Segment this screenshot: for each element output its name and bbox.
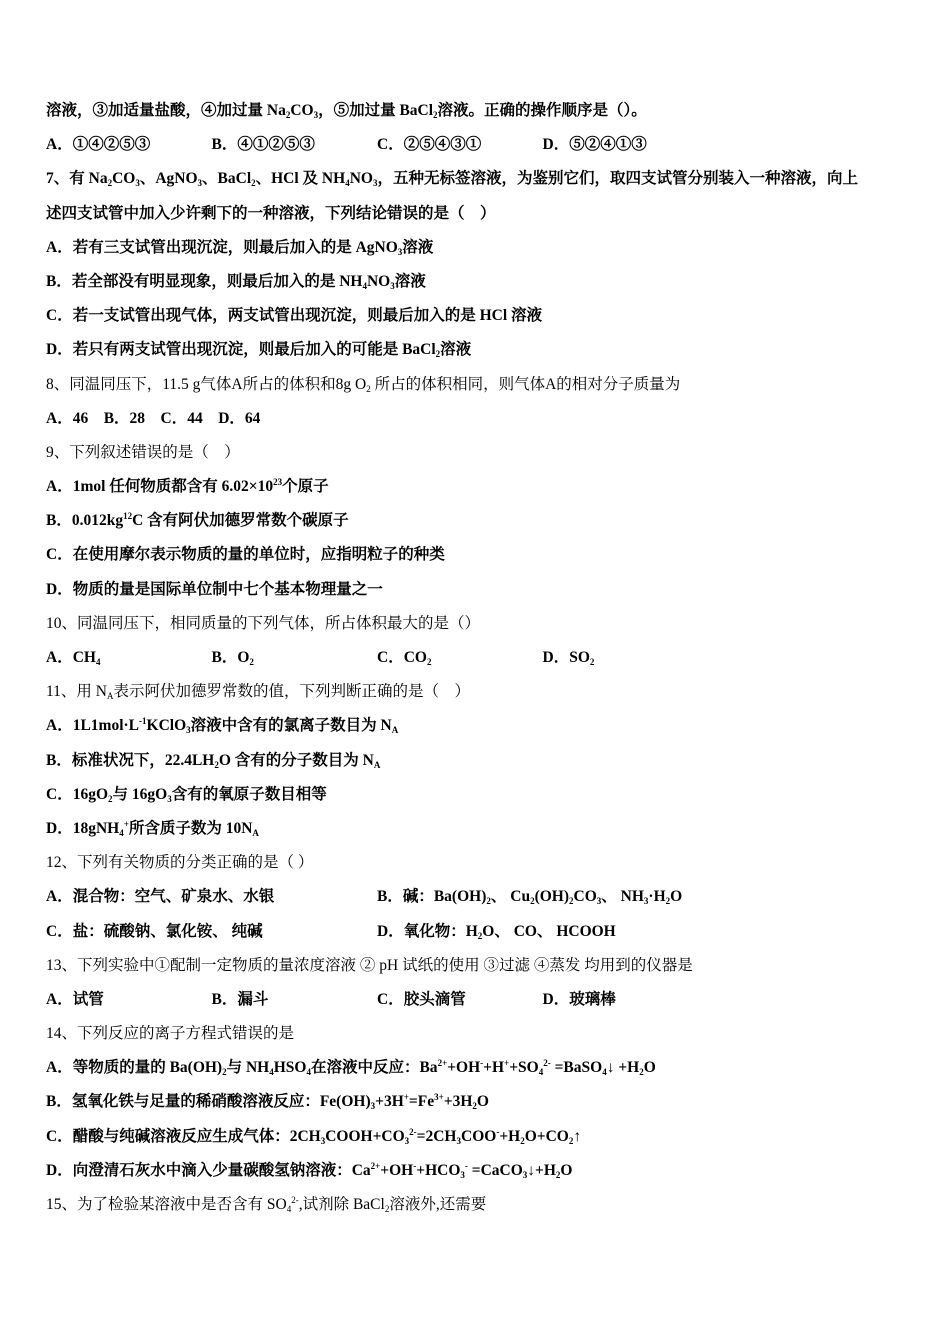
text-run: A．46 B．28 C．44 D．64 xyxy=(46,409,261,427)
answer-option xyxy=(46,641,212,675)
text-run: A．等物质的量的 Ba(OH) xyxy=(46,1059,223,1077)
text-run: O 含有的分子数目为 N xyxy=(218,751,374,769)
text-run: +H xyxy=(499,1127,521,1145)
text-run: +OH xyxy=(447,1059,481,1077)
text-run: +SO xyxy=(509,1059,539,1077)
option-row xyxy=(46,128,916,162)
text-run: 、 NH xyxy=(601,888,644,906)
text-run: +HCO xyxy=(416,1161,461,1179)
line-text xyxy=(46,94,647,128)
text-run: ↓ +H xyxy=(606,1059,640,1077)
text-line xyxy=(46,1188,916,1222)
subscript: A xyxy=(107,691,114,702)
text-run: ↓+H xyxy=(527,1161,556,1179)
text-run: A．混合物：空气、矿泉水、水银 xyxy=(46,888,275,906)
text-run: 10、同温同压下，相同质量的下列气体，所占体积最大的是（） xyxy=(46,614,481,632)
subscript: 3 xyxy=(522,1169,528,1180)
line-text xyxy=(46,1085,489,1119)
text-run: NO xyxy=(349,170,373,188)
text-run: 所占的体积相同，则气体A的相对分子质量为 xyxy=(370,375,681,393)
line-text xyxy=(46,709,398,743)
line-text xyxy=(46,949,693,983)
text-run: 13、下列实验中①配制一定物质的量浓度溶液 ② pH 试纸的使用 ③过滤 ④蒸发 均用到的仪器是 xyxy=(46,956,693,974)
text-run: CO xyxy=(573,888,597,906)
text-run: =CaCO xyxy=(467,1161,523,1179)
text-run: 溶液外,还需要 xyxy=(389,1196,487,1213)
subscript: 2 xyxy=(477,930,483,941)
answer-option xyxy=(377,880,708,914)
superscript: 2- xyxy=(409,1126,417,1137)
subscript: 3 xyxy=(643,896,649,907)
superscript: 2- xyxy=(291,1195,299,1205)
text-run: ,试剂除 BaCl xyxy=(298,1196,385,1213)
text-run: 15、为了检验某溶液中是否含有 SO xyxy=(46,1196,287,1213)
subscript: 2 xyxy=(366,383,371,394)
text-run: 、 Cu xyxy=(490,888,531,906)
line-text xyxy=(46,1051,656,1085)
text-run: 8、同温同压下，11.5 g气体A所占的体积和8g O xyxy=(46,375,367,393)
text-run: O xyxy=(560,1161,573,1179)
subscript: 3 xyxy=(370,1101,376,1112)
text-line xyxy=(46,607,916,641)
text-run: 溶液 xyxy=(440,341,472,359)
subscript: 3 xyxy=(460,1169,465,1180)
line-text xyxy=(46,1154,572,1188)
line-text xyxy=(46,402,260,436)
option-row xyxy=(46,983,916,1017)
line-text xyxy=(46,1188,486,1222)
subscript: A xyxy=(373,759,381,770)
text-run: CO xyxy=(112,170,136,188)
text-line xyxy=(46,1120,916,1154)
text-line xyxy=(46,504,916,538)
superscript: 23 xyxy=(273,477,283,488)
subscript: 2 xyxy=(639,1067,644,1078)
superscript: + xyxy=(403,1092,409,1103)
line-text xyxy=(46,231,433,265)
text-line xyxy=(46,231,916,265)
superscript: + xyxy=(504,1058,510,1069)
answer-option xyxy=(212,641,378,675)
subscript: 2 xyxy=(568,1135,574,1146)
text-run: B．O xyxy=(211,649,250,666)
subscript: 4 xyxy=(345,178,350,189)
text-run: D．SO xyxy=(542,649,590,666)
text-line xyxy=(46,1017,916,1051)
answer-option xyxy=(543,641,709,675)
superscript: 2- xyxy=(543,1058,551,1069)
answer-option xyxy=(212,983,378,1017)
text-run: 与 NH xyxy=(226,1059,270,1077)
subscript: 2 xyxy=(222,1067,227,1078)
line-text xyxy=(46,538,445,572)
text-line xyxy=(46,94,916,128)
subscript: 2 xyxy=(285,110,291,120)
subscript: 2 xyxy=(589,657,595,667)
option-row xyxy=(46,641,916,675)
text-run: =Fe xyxy=(408,1093,435,1111)
line-text xyxy=(46,162,858,196)
text-run: O、 CO、 HCOOH xyxy=(482,922,616,940)
subscript: 4 xyxy=(119,827,124,838)
text-run: 7、有 Na xyxy=(46,170,108,188)
subscript: 3 xyxy=(167,793,172,804)
line-text xyxy=(46,333,471,367)
text-run: B．氢氧化铁与足量的稀硝酸溶液反应：Fe(OH) xyxy=(46,1093,371,1111)
text-line xyxy=(46,162,916,196)
text-line xyxy=(46,299,916,333)
subscript: 2 xyxy=(530,896,535,907)
text-run: ，五种无标签溶液，为鉴别它们，取四支试管分别装入一种溶液，向上 xyxy=(377,170,858,188)
subscript: 4 xyxy=(538,1067,544,1078)
line-text xyxy=(46,436,240,470)
text-line xyxy=(46,368,916,402)
text-run: +OH xyxy=(380,1161,414,1179)
subscript: 3 xyxy=(372,178,378,189)
text-line xyxy=(46,573,916,607)
superscript: - xyxy=(480,1058,484,1069)
line-text xyxy=(46,812,259,846)
text-run: C．在使用摩尔表示物质的量的单位时，应指明粒子的种类 xyxy=(46,546,445,564)
superscript: 2+ xyxy=(437,1058,448,1069)
answer-option xyxy=(377,641,543,675)
subscript: 2 xyxy=(249,657,254,667)
superscript: 3+ xyxy=(434,1092,444,1103)
text-run: 、AgNO xyxy=(139,170,198,188)
text-run: B．0.012kg xyxy=(46,512,124,530)
text-line xyxy=(46,470,916,504)
text-run: CO xyxy=(290,102,314,119)
text-run: B．漏斗 xyxy=(211,990,269,1008)
answer-option xyxy=(46,128,212,162)
subscript: 2 xyxy=(426,657,432,667)
superscript: 12 xyxy=(123,511,133,522)
text-run: O xyxy=(476,1093,489,1111)
text-line xyxy=(46,709,916,743)
subscript: 4 xyxy=(286,1204,292,1214)
subscript: 2 xyxy=(665,896,671,907)
line-text xyxy=(46,197,496,231)
line-text xyxy=(46,573,383,607)
superscript: + xyxy=(123,818,129,829)
text-line xyxy=(46,197,916,231)
subscript: 2 xyxy=(384,1204,390,1214)
text-run: O xyxy=(670,888,683,906)
text-run: 11、用 N xyxy=(46,683,107,701)
text-run: =2CH xyxy=(416,1127,457,1145)
text-run: A．①④②⑤③ xyxy=(46,136,151,154)
subscript: 2 xyxy=(520,1135,525,1146)
text-run: +3H xyxy=(375,1093,404,1111)
text-line xyxy=(46,538,916,572)
text-line xyxy=(46,436,916,470)
text-run: B．④①②⑤③ xyxy=(211,136,315,154)
text-run: C．盐：硫酸钠、氯化铵、 纯碱 xyxy=(46,922,263,940)
line-text xyxy=(46,744,380,778)
line-text xyxy=(46,504,349,538)
line-text xyxy=(46,299,542,333)
subscript: 3 xyxy=(390,280,395,291)
text-run: 、HCl 及 NH xyxy=(255,170,346,188)
text-run: 溶液 xyxy=(402,238,434,256)
subscript: 4 xyxy=(95,657,101,667)
subscript: 2 xyxy=(433,110,438,120)
option-row xyxy=(46,915,916,949)
subscript: 2 xyxy=(435,349,441,360)
text-run: D．氧化物：H xyxy=(377,922,478,940)
answer-option xyxy=(46,915,377,949)
text-run: C．醋酸与纯碱溶液反应生成气体：2CH xyxy=(46,1127,321,1145)
line-text xyxy=(46,1120,581,1154)
line-text xyxy=(46,470,329,504)
text-run: 、BaCl xyxy=(202,170,252,188)
text-run: 与 16gO xyxy=(112,785,168,803)
text-run: A．1mol 任何物质都含有 6.02×10 xyxy=(46,478,274,496)
line-text xyxy=(46,846,313,880)
subscript: 2 xyxy=(107,178,113,189)
text-run: 12、下列有关物质的分类正确的是（ ） xyxy=(46,854,314,872)
text-run: HSO xyxy=(273,1059,307,1077)
text-run: D．若只有两支试管出现沉淀，则最后加入的可能是 BaCl xyxy=(46,341,436,359)
text-run: C 含有阿伏加德罗常数个碳原子 xyxy=(132,512,349,530)
subscript: 2 xyxy=(108,793,113,804)
text-run: ，⑤加过量 BaCl xyxy=(318,102,434,119)
subscript: 3 xyxy=(135,178,140,189)
line-text xyxy=(46,265,426,299)
subscript: 3 xyxy=(313,110,319,120)
text-line xyxy=(46,812,916,846)
text-line xyxy=(46,949,916,983)
text-run: B．碱：Ba(OH) xyxy=(377,888,487,906)
subscript: 3 xyxy=(397,246,403,257)
text-run: D．玻璃棒 xyxy=(542,990,616,1008)
text-run: A．CH xyxy=(46,649,96,666)
text-line xyxy=(46,333,916,367)
subscript: 3 xyxy=(456,1135,461,1146)
text-line xyxy=(46,1154,916,1188)
text-run: (OH) xyxy=(534,888,570,906)
text-run: A．若有三支试管出现沉淀，则最后加入的是 AgNO xyxy=(46,238,398,256)
text-run: O xyxy=(643,1059,656,1077)
text-line xyxy=(46,846,916,880)
text-run: 表示阿伏加德罗常数的值，下列判断正确的是（ ） xyxy=(113,683,471,701)
subscript: 4 xyxy=(362,280,367,291)
text-run: C．16gO xyxy=(46,785,109,803)
text-line xyxy=(46,744,916,778)
option-row xyxy=(46,880,916,914)
superscript: - xyxy=(413,1160,417,1171)
text-run: D．⑤②④①③ xyxy=(542,136,647,154)
subscript: 3 xyxy=(320,1135,326,1146)
text-run: C．②⑤④③① xyxy=(377,136,482,154)
answer-option xyxy=(46,983,212,1017)
text-run: B．标准状况下，22.4LH xyxy=(46,751,215,769)
answer-option xyxy=(543,128,709,162)
text-run: 9、下列叙述错误的是（ ） xyxy=(46,443,240,461)
answer-option xyxy=(543,983,709,1017)
line-text xyxy=(46,368,680,402)
subscript: 4 xyxy=(602,1067,607,1078)
text-run: 溶液，③加适量盐酸，④加过量 Na xyxy=(46,102,286,119)
text-line xyxy=(46,402,916,436)
text-run: O+CO xyxy=(524,1127,569,1145)
superscript: -1 xyxy=(139,716,147,727)
text-line xyxy=(46,265,916,299)
text-run: NO xyxy=(366,272,391,290)
text-line xyxy=(46,1051,916,1085)
text-run: D．18gNH xyxy=(46,819,120,837)
subscript: 3 xyxy=(186,725,191,736)
answer-option xyxy=(377,128,543,162)
text-run: =BaSO xyxy=(550,1059,603,1077)
text-run: +3H xyxy=(443,1093,473,1111)
line-text xyxy=(46,778,327,812)
subscript: A xyxy=(391,725,399,736)
text-run: 含有的氧原子数目相等 xyxy=(171,785,327,803)
text-run: C．胶头滴管 xyxy=(377,990,466,1008)
document-page xyxy=(46,94,916,1222)
text-run: 所含质子数为 10N xyxy=(128,819,253,837)
subscript: A xyxy=(252,827,259,838)
text-run: 溶液。正确的操作顺序是（）。 xyxy=(437,102,647,119)
text-run: +H xyxy=(483,1059,505,1077)
superscript: - xyxy=(464,1160,468,1171)
text-run: ·H xyxy=(648,888,666,906)
text-run: COO xyxy=(461,1127,497,1145)
answer-option xyxy=(212,128,378,162)
subscript: 3 xyxy=(197,178,203,189)
line-text xyxy=(46,607,480,641)
subscript: 3 xyxy=(404,1135,410,1146)
line-text xyxy=(46,1017,294,1051)
text-run: 述四支试管中加入少许剩下的一种溶液，下列结论错误的是（ ） xyxy=(46,204,496,222)
subscript: 2 xyxy=(472,1101,477,1112)
text-run: KClO xyxy=(146,717,187,735)
subscript: 3 xyxy=(596,896,602,907)
text-run: A．1L1mol·L xyxy=(46,717,140,735)
text-line xyxy=(46,1085,916,1119)
subscript: 2 xyxy=(214,759,219,770)
subscript: 4 xyxy=(306,1067,311,1078)
text-run: 溶液 xyxy=(394,272,426,290)
answer-option xyxy=(46,880,377,914)
text-line xyxy=(46,675,916,709)
subscript: 2 xyxy=(569,896,574,907)
text-run: A．试管 xyxy=(46,990,104,1008)
text-run: C．若一支试管出现气体，两支试管出现沉淀，则最后加入的是 HCl 溶液 xyxy=(46,307,543,325)
text-line xyxy=(46,778,916,812)
text-run: 个原子 xyxy=(282,478,329,496)
superscript: 2+ xyxy=(370,1160,381,1171)
superscript: - xyxy=(496,1126,500,1137)
text-run: D．向澄清石灰水中滴入少量碳酸氢钠溶液：Ca xyxy=(46,1161,371,1179)
answer-option xyxy=(377,983,543,1017)
text-run: COOH+CO xyxy=(325,1127,405,1145)
text-run: B．若全部没有明显现象，则最后加入的是 NH xyxy=(46,272,363,290)
text-run: C．CO xyxy=(377,649,427,666)
line-text xyxy=(46,675,470,709)
answer-option xyxy=(377,915,708,949)
subscript: 4 xyxy=(269,1067,274,1078)
subscript: 2 xyxy=(555,1169,561,1180)
subscript: 2 xyxy=(486,896,491,907)
text-run: ↑ xyxy=(573,1127,582,1145)
text-run: D．物质的量是国际单位制中七个基本物理量之一 xyxy=(46,580,383,598)
text-run: 14、下列反应的离子方程式错误的是 xyxy=(46,1025,295,1043)
text-run: 溶液中含有的氯离子数目为 N xyxy=(190,717,392,735)
text-run: 在溶液中反应：Ba xyxy=(310,1059,438,1077)
subscript: 2 xyxy=(251,178,256,189)
